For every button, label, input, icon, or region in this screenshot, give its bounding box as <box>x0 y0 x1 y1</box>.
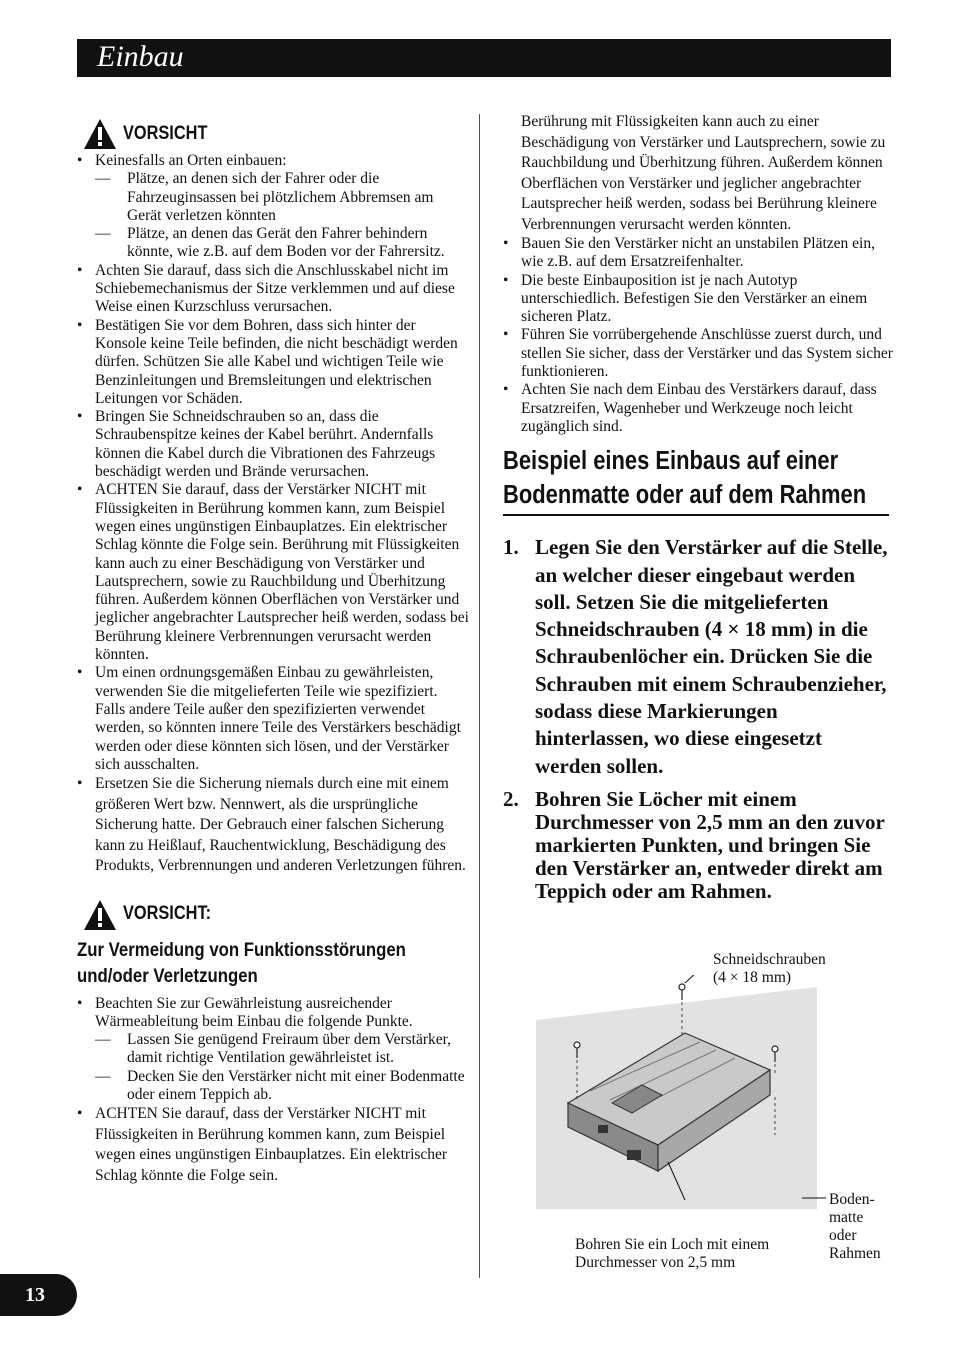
list-item: • Achten Sie nach dem Einbau des Verstärkers darauf, dass Ersatzreifen, Wagenheber und Werkzeuge noch leicht zugänglich sind. <box>503 381 893 436</box>
sub-item: — Plätze, an denen sich der Fahrer oder die Fahrzeuginsassen bei plötzlichem Abbremsen am Gerät verletzen könnten <box>95 170 434 224</box>
label-mat: Boden- matte oder Rahmen <box>829 1191 881 1262</box>
list-item: • Keinesfalls an Orten einbauen: — Plätze, an denen sich der Fahrer oder die Fahrzeuginsassen bei plötzlichem Abbremsen am Gerät verletzen könnten — Plätze, an denen das Gerät den Fahrer behindern könnte, wie z.B. auf dem Boden vor der Fahrersitz. <box>77 152 469 262</box>
warning-list-2 <box>77 995 469 1187</box>
sub-item: — Plätze, an denen das Gerät den Fahrer behindern könnte, wie z.B. auf dem Boden vor der Fahrersitz. <box>95 225 445 261</box>
column-divider <box>479 114 480 1278</box>
list-item: • Bestätigen Sie vor dem Bohren, dass sich hinter der Konsole keine Teile befinden, die nicht beschädigt werden dürfen. Schützen Sie alle Kabel und wichtigen Teile wie Benzinleitungen und Bremsleitungen und elektrischen Leitungen vor Schäden. <box>77 317 469 408</box>
step-number: 2. <box>503 786 519 811</box>
step-1 <box>503 534 893 780</box>
label-hole: Bohren Sie ein Loch mit einem Durchmesser von 2,5 mm <box>575 1236 770 1271</box>
warning-icon <box>83 899 117 931</box>
sub-item: — Lassen Sie genügend Freiraum über dem Verstärker, damit richtige Ventilation gewährleistet ist. <box>95 1031 452 1067</box>
warning-heading-1 <box>83 118 469 150</box>
list-item: • Beachten Sie zur Gewährleistung ausreichender Wärmeableitung beim Einbau die folgende Punkte. — Lassen Sie genügend Freiraum über dem Verstärker, damit richtige Ventilation gewährleistet ist. — Decken Sie den Verstärker nicht mit einer Bodenmatte oder einem Teppich ab. <box>77 995 469 1105</box>
step-2 <box>503 788 893 903</box>
page-title: Einbau <box>97 40 184 73</box>
list-item: • Achten Sie darauf, dass sich die Anschlusskabel nicht im Schiebemechanismus der Sitze verklemmen und auf diese Weise einen Kurzschluss verursachen. <box>77 262 469 317</box>
installation-illustration <box>530 975 830 1215</box>
step-text: Bohren Sie Löcher mit einem Durchmesser von 2,5 mm an den zuvor markierten Punkten, und bringen Sie den Verstärker an, entweder direkt am Teppich oder am Rahmen. <box>535 786 885 903</box>
list-item: • Um einen ordnungsgemäßen Einbau zu gewährleisten, verwenden Sie die mitgelieferten Teile wie spezifiziert. Falls andere Teile außer den spezifizierten verwendet werden, so könnten innere Teile des Verstärkers beschädigt werden oder diese könnten sich lösen, und der Verstärker sich ausschalten. <box>77 664 469 774</box>
list-item: • Führen Sie vorrübergehende Anschlüsse zuerst durch, und stellen Sie sicher, dass der Verstärker und das System sicher funktionieren. <box>503 326 893 381</box>
label-screws: Schneidschrauben (4 × 18 mm) <box>713 951 826 986</box>
warning-icon <box>83 118 117 150</box>
step-text: Legen Sie den Verstärker auf die Stelle, an welcher dieser eingebaut werden soll. Setzen Sie die mitgelieferten Schneidschrauben (4 × 18 mm) in die Schraubenlöcher ein. Drücken Sie die Schrauben mit einem Schraubenzieher, sodass diese Markierungen hinterlassen, wo diese eingesetzt werden sollen. <box>535 535 888 778</box>
right-list <box>503 235 893 436</box>
left-column <box>77 118 469 1186</box>
list-item: • Die beste Einbauposition ist je nach Autotyp unterschiedlich. Befestigen Sie den Verstärker an einem sicheren Platz. <box>503 272 893 327</box>
warning-title-2: VORSICHT: <box>123 903 212 925</box>
list-item: • Bauen Sie den Verstärker nicht an unstabilen Plätzen ein, wie z.B. auf dem Ersatzreifenhalter. <box>503 235 893 272</box>
continued-text: Berührung mit Flüssigkeiten kann auch zu einer Beschädigung von Verstärker und Lautsprechern, sowie zu Rauchbildung und Überhitzung führen. Außerdem können Oberflächen von Verstärker und jeglicher angebrachter Lautsprecher heiß werden, sodass bei Berührung kleinere Verbrennungen verursacht werden könnten. <box>521 113 886 233</box>
warning-heading-2 <box>83 899 469 931</box>
list-item: • Bringen Sie Schneidschrauben so an, dass die Schraubenspitze keines der Kabel berührt. Andernfalls können die Kabel durch die Vibrationen des Fahrzeugs beschädigt werden und Brände verursachen. <box>77 408 469 481</box>
list-item: • ACHTEN Sie darauf, dass der Verstärker NICHT mit Flüssigkeiten in Berührung kommen kann, zum Beispiel wegen eines ungünstigen Einbauplatzes. Ein elektrischer Schlag könnte die Folge sein. <box>77 1104 469 1186</box>
list-item: • Ersetzen Sie die Sicherung niemals durch eine mit einem größeren Wert bzw. Nennwert, als die ursprüngliche Sicherung hatte. Der Gebrauch einer falschen Sicherung kann zu Heißlauf, Rauchentwicklung, Beschädigung des Produkts, Verbrennungen und anderen Verletzungen führen. <box>77 774 469 877</box>
warning-subtitle: Zur Vermeidung von Funktionsstörungen und/oder Verletzungen <box>77 938 406 987</box>
page-header <box>77 39 891 77</box>
sub-item: — Decken Sie den Verstärker nicht mit einer Bodenmatte oder einem Teppich ab. <box>95 1067 465 1104</box>
page-number: 13 <box>25 1284 45 1306</box>
right-column <box>503 112 893 903</box>
section-rule <box>503 514 889 516</box>
list-item: • ACHTEN Sie darauf, dass der Verstärker NICHT mit Flüssigkeiten in Berührung kommen kann, zum Beispiel wegen eines ungünstigen Einbauplatzes. Ein elektrischer Schlag könnte die Folge sein. Berührung mit Flüssigkeiten kann auch zu einer Beschädigung von Verstärker und Lautsprechern, sowie zu Rauchbildung und Überhitzung führen. Außerdem können Oberflächen von Verstärker und jeglicher angebrachter Lautsprecher heiß werden, sodass bei Berührung kleinere Verbrennungen verursacht werden könnten. <box>77 481 469 664</box>
page-number-badge <box>0 1274 77 1316</box>
warning-title-1: VORSICHT <box>123 122 208 144</box>
warning-list-1 <box>77 152 469 877</box>
step-number: 1. <box>503 535 519 560</box>
section-title: Beispiel eines Einbaus auf einer Bodenmatte oder auf dem Rahmen <box>503 447 867 510</box>
